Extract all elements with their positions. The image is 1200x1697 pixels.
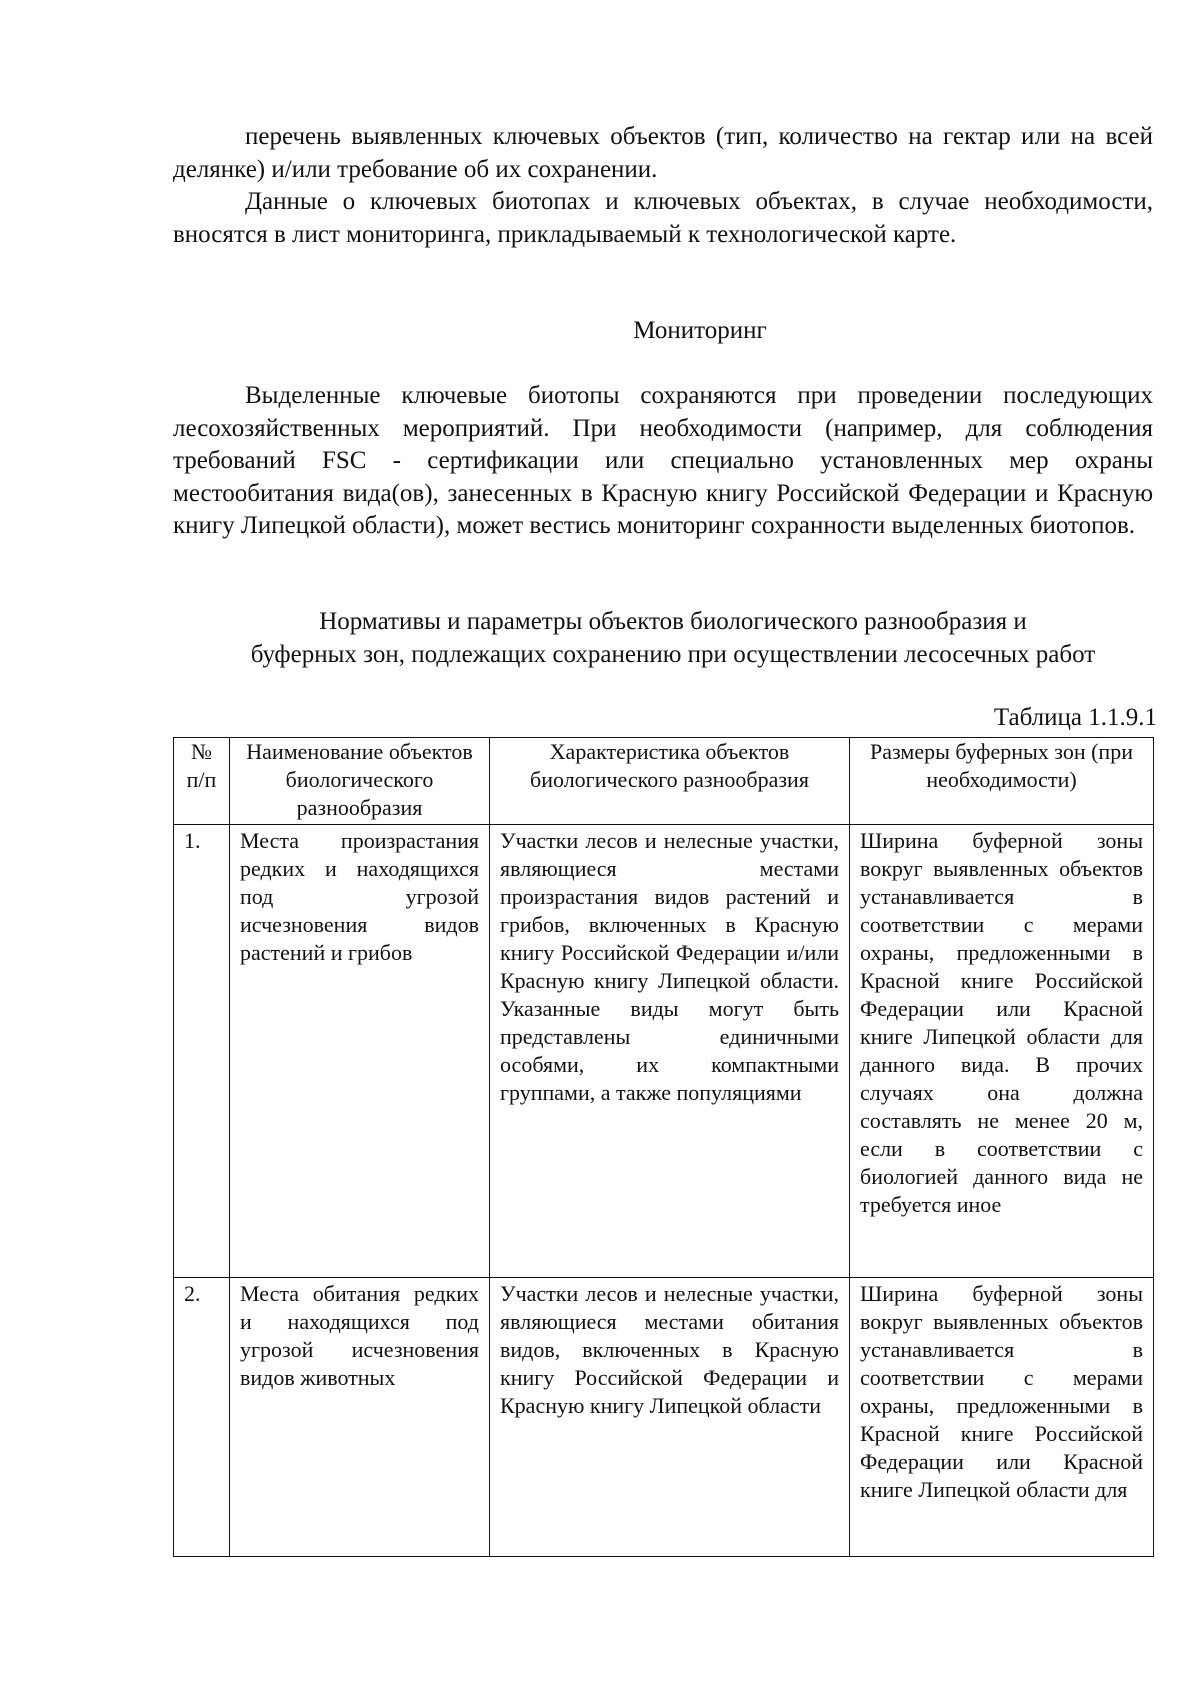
row-buffer: Ширина буферной зоны вокруг выявленных объектов устанавливается в соответствии с мерами охраны, предложенными в Красной книге Российской Федерации или Красной книге Липецкой области для xyxy=(850,1278,1154,1557)
table-header-row xyxy=(174,738,1154,825)
header-number: № п/п xyxy=(174,738,230,825)
biodiversity-table xyxy=(173,737,1154,1557)
row-name: Места обитания редких и находящихся под угрозой исчезновения видов животных xyxy=(230,1278,490,1557)
row-number: 1. xyxy=(174,825,230,1278)
row-buffer: Ширина буферной зоны вокруг выявленных объектов устанавливается в соответствии с мерами охраны, предложенными в Красной книге Российской Федерации или Красной книге Липецкой области для данного вида. В прочих случаях она должна составлять не менее 20 м, если в соответствии с биологией данного вида не требуется иное xyxy=(850,825,1154,1278)
header-name: Наименование объектов биологического разнообразия xyxy=(230,738,490,825)
paragraph-monitoring-sheet: Данные о ключевых биотопах и ключевых объектах, в случае необходимости, вносятся в лист мониторинга, прикладываемый к технологической карте. xyxy=(173,188,1153,248)
paragraph-monitoring: Выделенные ключевые биотопы сохраняются при проведении последующих лесохозяйственных мероприятий. При необходимости (например, для соблюдения требований FSC - сертификации или специально установленных мер охраны местообитания вида(ов), занесенных в Красную книгу Российской Федерации и Красную книгу Липецкой области), может вестись мониторинг сохранности выделенных биотопов. xyxy=(173,382,1153,539)
row-characteristic: Участки лесов и нелесные участки, являющиеся местами произрастания видов растений и грибов, включенных в Красную книгу Российской Федерации и/или Красную книгу Липецкой области. Указанные виды могут быть представлены единичными особями, их компактными группами, а также популяциями xyxy=(490,825,850,1278)
header-buffer-size: Размеры буферных зон (при необходимости) xyxy=(850,738,1154,825)
row-name: Места произрастания редких и находящихся под угрозой исчезновения видов растений и грибов xyxy=(230,825,490,1278)
paragraph-key-objects: перечень выявленных ключевых объектов (тип, количество на гектар или на всей делянке) и/или требование об их сохранении. xyxy=(173,123,1153,183)
section-heading: Мониторинг xyxy=(633,317,767,344)
table-row xyxy=(174,1278,1154,1557)
row-characteristic: Участки лесов и нелесные участки, являющиеся местами обитания видов, включенных в Красную книгу Российской Федерации и Красную книгу Липецкой области xyxy=(490,1278,850,1557)
header-characteristic: Характеристика объектов биологического разнообразия xyxy=(490,738,850,825)
table-title xyxy=(173,605,1173,671)
table-title-line-1: Нормативы и параметры объектов биологического разнообразия и xyxy=(319,608,1027,635)
table-number: Таблица 1.1.9.1 xyxy=(993,704,1157,731)
row-number: 2. xyxy=(174,1278,230,1557)
table-row xyxy=(174,825,1154,1278)
table-title-line-2: буферных зон, подлежащих сохранению при осуществлении лесосечных работ xyxy=(250,641,1096,668)
